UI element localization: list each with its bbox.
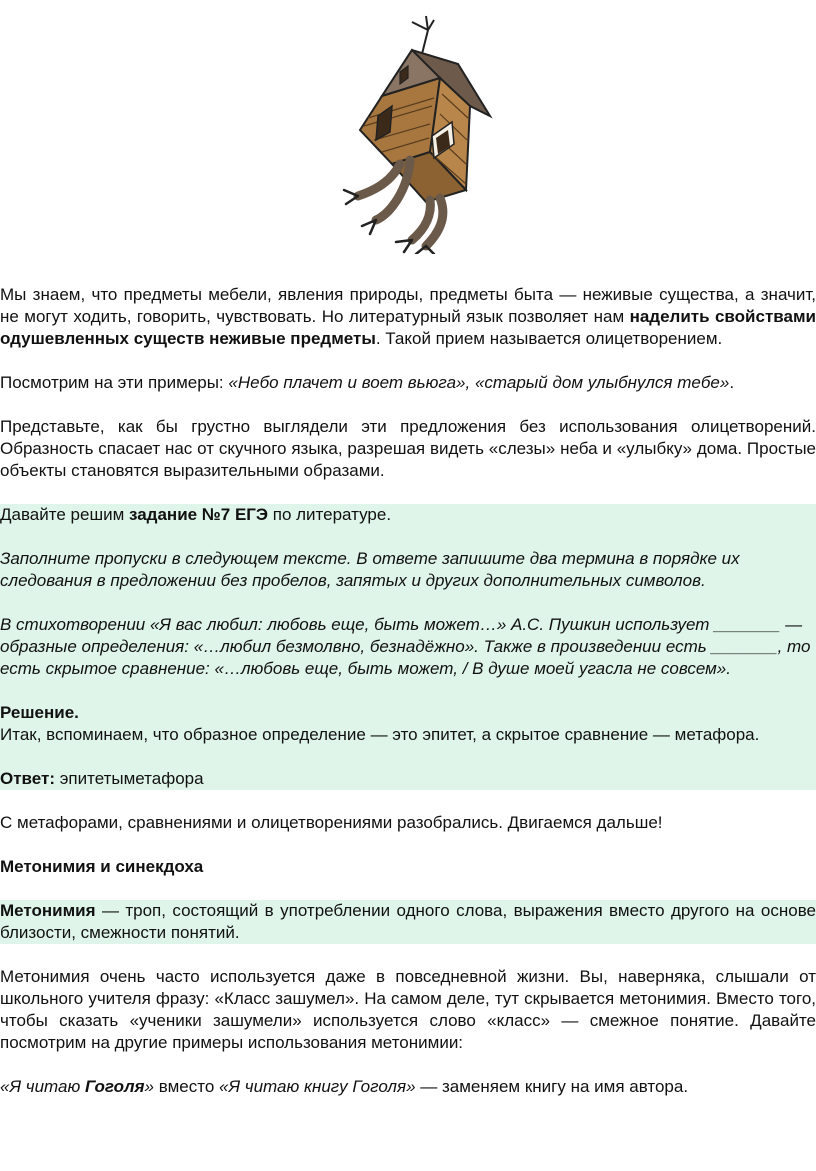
answer-line: Ответ: эпитетыметафора bbox=[0, 769, 204, 788]
article-body bbox=[0, 284, 816, 1098]
solution-label: Решение. bbox=[0, 703, 79, 722]
metonymy-example: «Я читаю Гоголя» вместо «Я читаю книгу Гоголя» — заменяем книгу на имя автора. bbox=[0, 1077, 689, 1096]
task-instruction: Заполните пропуски в следующем тексте. В ответе запишите два термина в порядке их следования в предложении без пробелов, запятых и других дополнительных символов. bbox=[0, 549, 740, 590]
answer-blank: _______ bbox=[711, 637, 778, 656]
section-heading: Метонимия и синекдоха bbox=[0, 857, 204, 876]
task-intro: Давайте решим задание №7 ЕГЭ по литературе. bbox=[0, 505, 392, 524]
metonymy-definition: Метонимия — троп, состоящий в употреблении одного слова, выражения вместо другого на основе близости, смежности понятий. bbox=[0, 901, 816, 942]
imagery-paragraph: Представьте, как бы грустно выглядели эти предложения без использования олицетворений. Образность спасает нас от скучного языка, разрешая видеть «слезы» неба и «улыбку» дома. Простые объекты становятся выразительными образами. bbox=[0, 417, 816, 480]
chicken-leg-hut-icon bbox=[330, 14, 500, 254]
answer-blank: _______ bbox=[714, 615, 781, 634]
task-text: В стихотворении «Я вас любил: любовь еще, быть может…» А.С. Пушкин использует _______ — образные определения: «…любил безмолвно, безнадёжно». Также в произведении есть _______, то есть скрытое сравнение: «…любовь еще, быть может, / В душе моей угасла не совсем». bbox=[0, 615, 811, 678]
metonymy-paragraph: Метонимия очень часто используется даже в повседневной жизни. Вы, наверняка, слышали от школьного учителя фразу: «Класс зашумел». На самом деле, тут скрывается метонимия. Вместо того, чтобы сказать «ученики зашумели» используется слово «класс» — смежное понятие. Давайте посмотрим на другие примеры использования метонимии: bbox=[0, 967, 816, 1052]
exam-task-block bbox=[0, 504, 816, 790]
intro-paragraph: Мы знаем, что предметы мебели, явления природы, предметы быта — неживые существа, а значит, не могут ходить, говорить, чувствовать. Но литературный язык позволяет нам наделить свойствами одушевленных существ неживые предметы. Такой прием называется олицетворением. bbox=[0, 285, 816, 348]
examples-paragraph: Посмотрим на эти примеры: «Небо плачет и воет вьюга», «старый дом улыбнулся тебе». bbox=[0, 373, 735, 392]
transition-paragraph: С метафорами, сравнениями и олицетворениями разобрались. Двигаемся дальше! bbox=[0, 813, 663, 832]
solution-text: Итак, вспоминаем, что образное определение — это эпитет, а скрытое сравнение — метафора. bbox=[0, 725, 760, 744]
